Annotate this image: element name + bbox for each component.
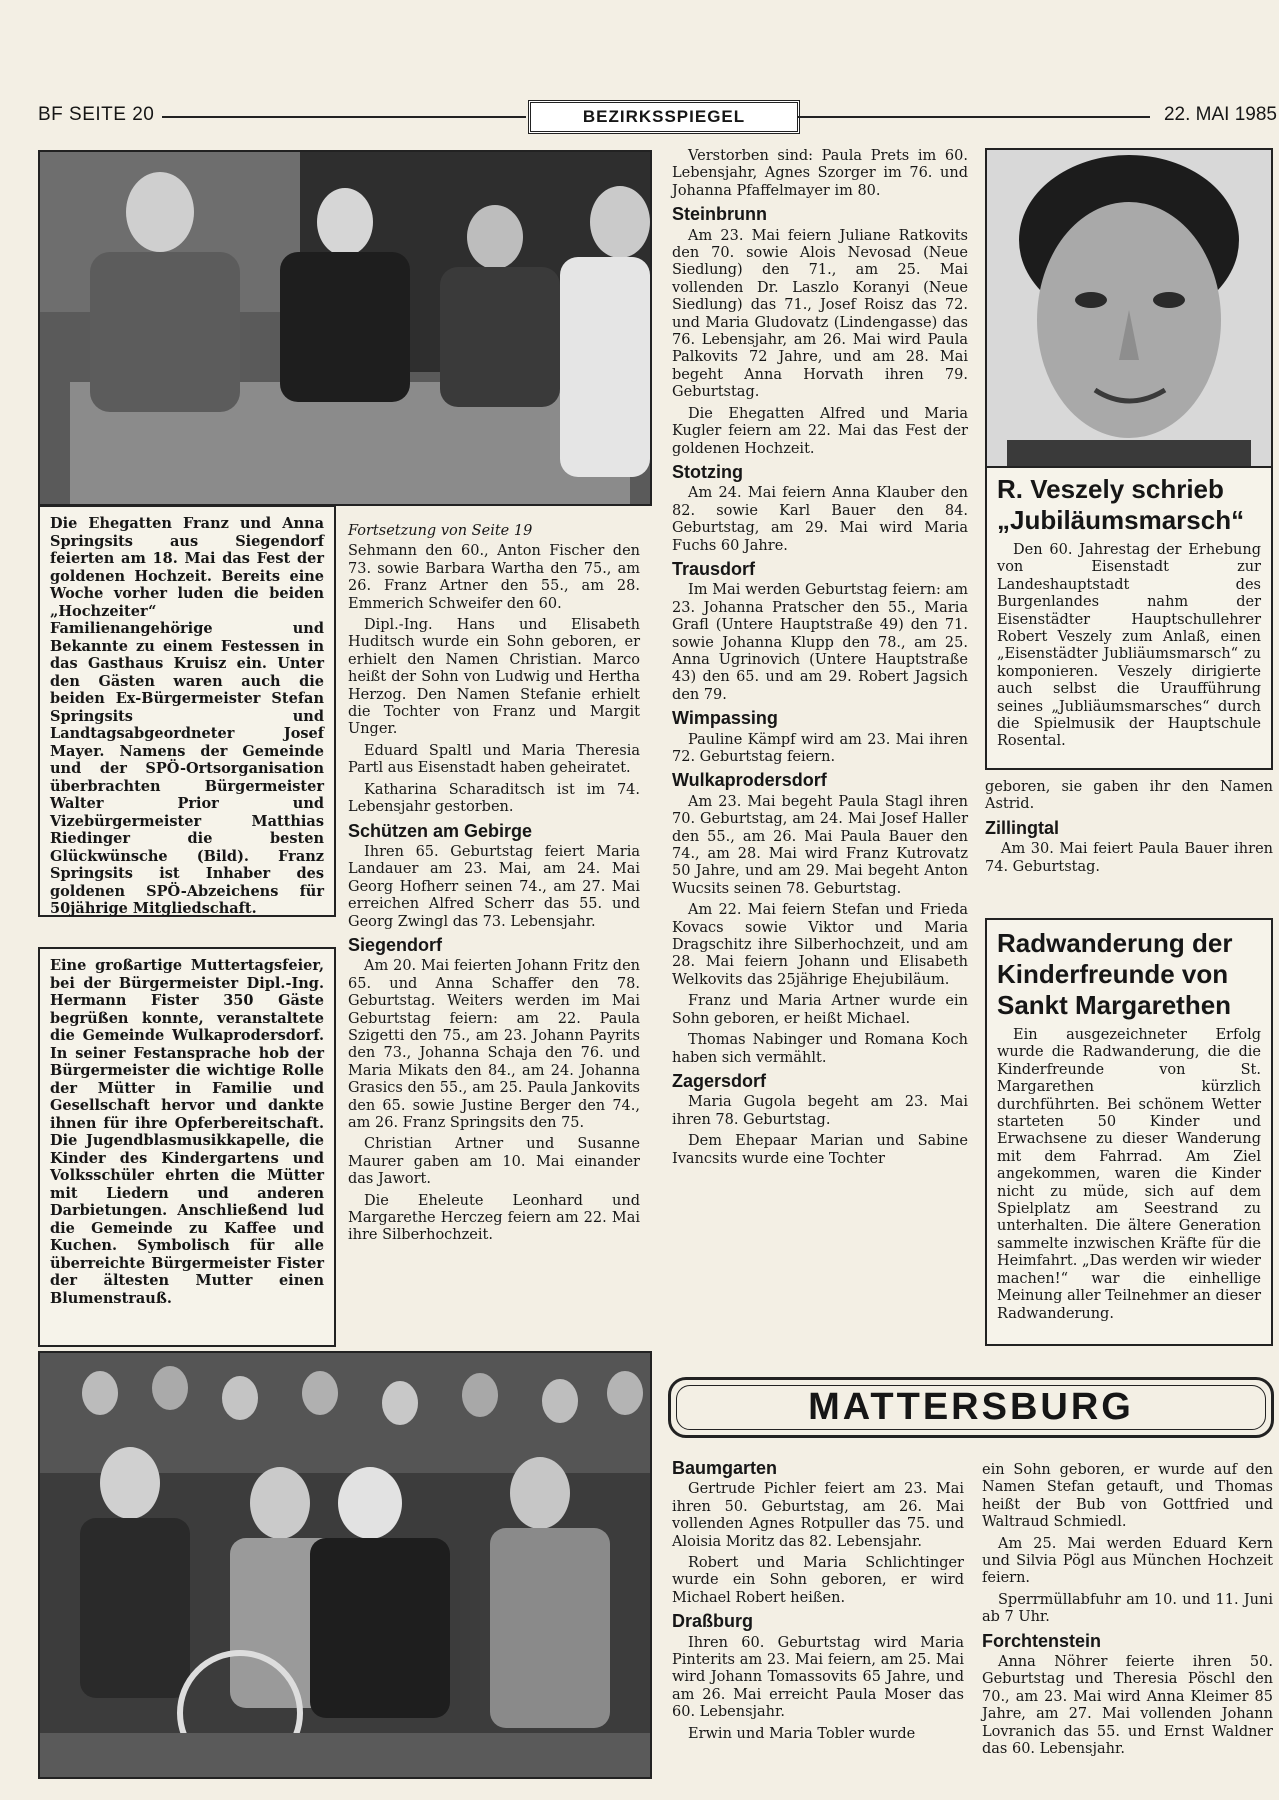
mattersburg-banner: MATTERSBURG xyxy=(668,1377,1274,1438)
heading-trausdorf: Trausdorf xyxy=(672,558,756,579)
article-paragraph: Thomas Nabinger und Romana Koch haben sich vermählt. xyxy=(672,1032,968,1066)
heading-zillingtal: Zillingtal xyxy=(985,817,1059,838)
article-paragraph: Am 23. Mai feiern Juliane Ratkovits den 70. sowie Alois Nevosad (Neue Siedlung) den 71., am 25. Mai vollenden Dr. Laszlo Koranyi (Neue Siedlung) das 71., Josef Roisz das 72. und Maria Gludovatz (Lindengasse) das 76. Lebensjahr, am 26. Mai wird Paula Palkovits 72 Jahre, und am 28. Mai begeht Anna Horvath ihren 79. Geburtstag. xyxy=(672,227,968,401)
radwanderung-article xyxy=(985,918,1273,1346)
article-paragraph: Ihren 60. Geburtstag wird Maria Pinterits am 23. Mai feiern, am 25. Mai wird Johann Tomassovits 65 Jahre, und am 26. Mai erreicht Paula Moser das 60. Lebensjahr. xyxy=(672,1634,964,1721)
header-rule-right xyxy=(798,116,1150,118)
article-paragraph: Am 23. Mai begeht Paula Stagl ihren 70. Geburtstag, am 24. Mai Josef Haller den 55., am 26. Mai Paula Bauer den 74., am 28. Mai wird Franz Kutrovatz 50 Jahre, und am 29. Mai begeht Anton Wucsits seinen 78. Geburtstag. xyxy=(672,793,968,897)
article-paragraph: Am 25. Mai werden Eduard Kern und Silvia Pögl aus München Hochzeit feiern. xyxy=(982,1535,1273,1587)
article-paragraph: Am 24. Mai feiern Anna Klauber den 82. sowie Karl Bauer den 84. Geburtstag, am 29. Mai wird Maria Fuchs 60 Jahre. xyxy=(672,485,968,554)
photo-muttertag xyxy=(38,1351,652,1779)
heading-schuetzen: Schützen am Gebirge xyxy=(348,820,533,841)
article-paragraph: geboren, sie gaben ihr den Namen Astrid. xyxy=(985,779,1273,813)
article-paragraph: Katharina Scharaditsch ist im 74. Lebensjahr gestorben. xyxy=(348,781,640,816)
photo-springsits xyxy=(38,150,652,506)
veszely-article xyxy=(985,148,1273,770)
article-paragraph: Sperrmüllabfuhr am 10. und 11. Juni ab 7 Uhr. xyxy=(982,1591,1273,1626)
column-eisenstadt-continued xyxy=(348,523,640,1249)
caption-muttertag: Eine großartige Muttertagsfeier, bei der Bürgermeister Dipl.-Ing. Hermann Fister 350 Gäste begrüßen konnte, veranstaltete die Gemeinde Wulkaprodersdorf. In seiner Festansprache hob der Bürgermeister die wichtige Rolle der Mütter in Familie und Gesellschaft hervor und dankte ihnen für ihre Opferbereitschaft. Die Jugendblasmusikkapelle, die Kinder des Kindergartens und Volksschüler ehrten die Mütter mit Liedern und anderen Darbietungen. Anschließend lud die Gemeinde zu Kaffee und Kuchen. Symbolisch für alle überreichte Bürgermeister Fister der ältesten Mutter einen Blumenstrauß. xyxy=(38,947,336,1347)
article-paragraph: Erwin und Maria Tobler wurde xyxy=(688,1725,916,1742)
article-paragraph: Die Eheleute Leonhard und Margarethe Herczeg feiern am 22. Mai ihre Silberhochzeit. xyxy=(348,1192,640,1244)
column-eisenstadt-villages xyxy=(672,148,968,1172)
article-paragraph: Anna Nöhrer feierte ihren 50. Geburtstag und Theresia Pöschl den 70., am 23. Mai wird Anna Kleimer 85 Jahre, am 27. Mai vollenden Johann Lovranich das 55. und Ernst Waldner das 60. Lebensjahr. xyxy=(982,1654,1273,1758)
issue-date: 22. MAI 1985 xyxy=(1163,104,1277,125)
veszely-body: Den 60. Jahrestag der Erhebung von Eisenstadt zur Landeshauptstadt des Burgenlandes nahm der Eisenstädter Hauptschullehrer Robert Veszely zum Anlaß, einen „Eisenstädter Jubliäumsmarsch“ zu komponieren. Veszely dirigierte auch selbst die Uraufführung seines „Jubliäumsmarsches“ durch die Spielmusik der Hauptschule Rosental. xyxy=(997,542,1261,750)
radwanderung-body: Ein ausgezeichneter Erfolg wurde die Radwanderung, die die Kinderfreunde von St. Margarethen kürzlich durchführten. Bei schönem Wetter starteten 50 Kinder und Erwachsene zu dieser Wanderung mit dem Fahrrad. Am Ziel angekommen, waren die Kinder nicht zu müde, sich auf dem Spielplatz am Seestrand zu unterhalten. Die ältere Generation sammelte inzwischen Kräfte für die Heimfahrt. „Das werden wir wieder machen!“ war die einhellige Meinung aller Teilnehmer an dieser Radwanderung. xyxy=(997,1027,1261,1322)
article-paragraph: Pauline Kämpf wird am 23. Mai ihren 72. Geburtstag feiern. xyxy=(672,731,968,765)
page-number: BF SEITE 20 xyxy=(38,104,155,125)
continued-note: Fortsetzung von Seite 19 xyxy=(348,523,533,539)
header-rule-left xyxy=(162,116,526,118)
radwanderung-headline: Radwanderung der Kinderfreunde von Sankt Margarethen xyxy=(997,928,1233,1020)
article-paragraph: ein Sohn geboren, er wurde auf den Namen Stefan getauft, und Thomas heißt der Bub von Gottfried und Waltraud Schmiedl. xyxy=(982,1462,1273,1531)
column-right-notes xyxy=(985,779,1273,880)
heading-stotzing: Stotzing xyxy=(672,461,743,482)
heading-wimpassing: Wimpassing xyxy=(672,708,778,729)
veszely-headline: R. Veszely schrieb „Jubiläumsmarsch“ xyxy=(997,474,1245,535)
caption-springsits: Die Ehegatten Franz und Anna Springsits aus Siegendorf feierten am 18. Mai das Fest der goldenen Hochzeit. Bereits eine Woche vorher luden die beiden „Hochzeiter“ Familienangehörige und Bekannte zu einem Festessen in das Gasthaus Kruisz ein. Unter den Gästen waren auch die beiden Ex-Bürgermeister Stefan Springsits und Landtagsabgeordneter Josef Mayer. Namens der Gemeinde und der SPÖ-Ortsorganisation überbrachten Bürgermeister Walter Prior und Vizebürgermeister Matthias Riedinger die besten Glückwünsche (Bild). Franz Springsits ist Inhaber des goldenen SPÖ-Abzeichens für 50jährige Mitgliedschaft. xyxy=(38,505,336,917)
article-paragraph: Die Ehegatten Alfred und Maria Kugler feiern am 22. Mai das Fest der goldenen Hochzeit. xyxy=(672,405,968,457)
heading-siegendorf: Siegendorf xyxy=(348,934,443,955)
article-paragraph: Gertrude Pichler feiert am 23. Mai ihren 50. Geburtstag, am 26. Mai vollenden Agnes Rotpuller das 75. und Aloisia Moritz das 82. Lebensjahr. xyxy=(672,1481,964,1550)
article-paragraph: Am 22. Mai feiern Stefan und Frieda Kovacs sowie Viktor und Maria Dragschitz ihre Silberhochzeit, und am 28. Mai feiern Johann und Elisabeth Welkovits das 25jährige Ehejubiläum. xyxy=(672,902,968,988)
section-title: BEZIRKSSPIEGEL xyxy=(528,100,800,134)
heading-drassburg: Draßburg xyxy=(672,1611,753,1632)
article-paragraph: Christian Artner und Susanne Maurer gaben am 10. Mai einander das Jawort. xyxy=(348,1136,640,1188)
article-paragraph: Am 30. Mai feiert Paula Bauer ihren 74. Geburtstag. xyxy=(985,841,1273,875)
article-paragraph: Am 20. Mai feierten Johann Fritz den 65. und Anna Schaffer den 78. Geburtstag. Weiters werden im Mai Geburtstag feiern: am 22. Paula Szigetti den 75., am 23. Johann Payrits den 73., Johanna Schaja den 76. und Maria Mikats den 84., am 24. Johanna Grasics den 55., am 25. Paula Jankovits den 65. sowie Justine Berger den 74., am 26. Franz Springsits den 75. xyxy=(348,958,640,1131)
article-paragraph: Maria Gugola begeht am 23. Mai ihren 78. Geburtstag. xyxy=(672,1094,968,1128)
column-mattersburg-left xyxy=(672,1460,964,1747)
veszely-portrait xyxy=(987,150,1271,468)
heading-wulkaprodersdorf: Wulkaprodersdorf xyxy=(672,770,827,791)
article-paragraph: Franz und Maria Artner wurde ein Sohn geboren, er heißt Michael. xyxy=(672,993,968,1027)
heading-baumgarten: Baumgarten xyxy=(672,1458,778,1478)
article-paragraph: Robert und Maria Schlichtinger wurde ein Sohn geboren, er wird Michael Robert heißen. xyxy=(672,1555,964,1606)
article-paragraph: Ihren 65. Geburtstag feiert Maria Landauer am 23. Mai, am 24. Mai Georg Hofherr seinen 74., am 27. Mai erreichen Alfred Scherr das 55. und Georg Zwingl das 73. Lebensjahr. xyxy=(348,843,640,930)
article-paragraph: Im Mai werden Geburtstag feiern: am 23. Johanna Pratscher den 55., Maria Grafl (Untere Hauptstraße 49) den 71. sowie Johanna Klupp den 78., am 25. Anna Ugrinovich (Untere Hauptstraße 43) den 65. und am 29. Robert Jagsich den 79. xyxy=(672,582,968,703)
photo-springsits-illustration xyxy=(40,152,650,504)
heading-forchtenstein: Forchtenstein xyxy=(982,1630,1102,1651)
article-paragraph: Dipl.-Ing. Hans und Elisabeth Huditsch wurde ein Sohn geboren, er erhielt den Namen Christian. Marco heißt der Sohn von Ludwig und Hertha Herzog. Den Namen Stefanie erhielt die Tochter von Franz und Margit Unger. xyxy=(348,617,640,738)
article-paragraph: Dem Ehepaar Marian und Sabine Ivancsits wurde eine Tochter xyxy=(672,1133,968,1167)
photo-muttertag-illustration xyxy=(40,1353,650,1777)
article-paragraph: Eduard Spaltl und Maria Theresia Partl aus Eisenstadt haben geheiratet. xyxy=(348,742,640,777)
article-paragraph: Sehmann den 60., Anton Fischer den 73. sowie Barbara Wartha den 75., am 26. Franz Artner den 55., am 28. Emmerich Schweifer den 60. xyxy=(348,543,640,612)
heading-steinbrunn: Steinbrunn xyxy=(672,204,767,225)
column-mattersburg-right xyxy=(982,1462,1273,1763)
article-paragraph: Verstorben sind: Paula Prets im 60. Lebensjahr, Agnes Szorger im 76. und Johanna Pfaffelmayer im 80. xyxy=(672,148,968,199)
heading-zagersdorf: Zagersdorf xyxy=(672,1070,767,1091)
veszely-portrait-illustration xyxy=(987,150,1271,466)
